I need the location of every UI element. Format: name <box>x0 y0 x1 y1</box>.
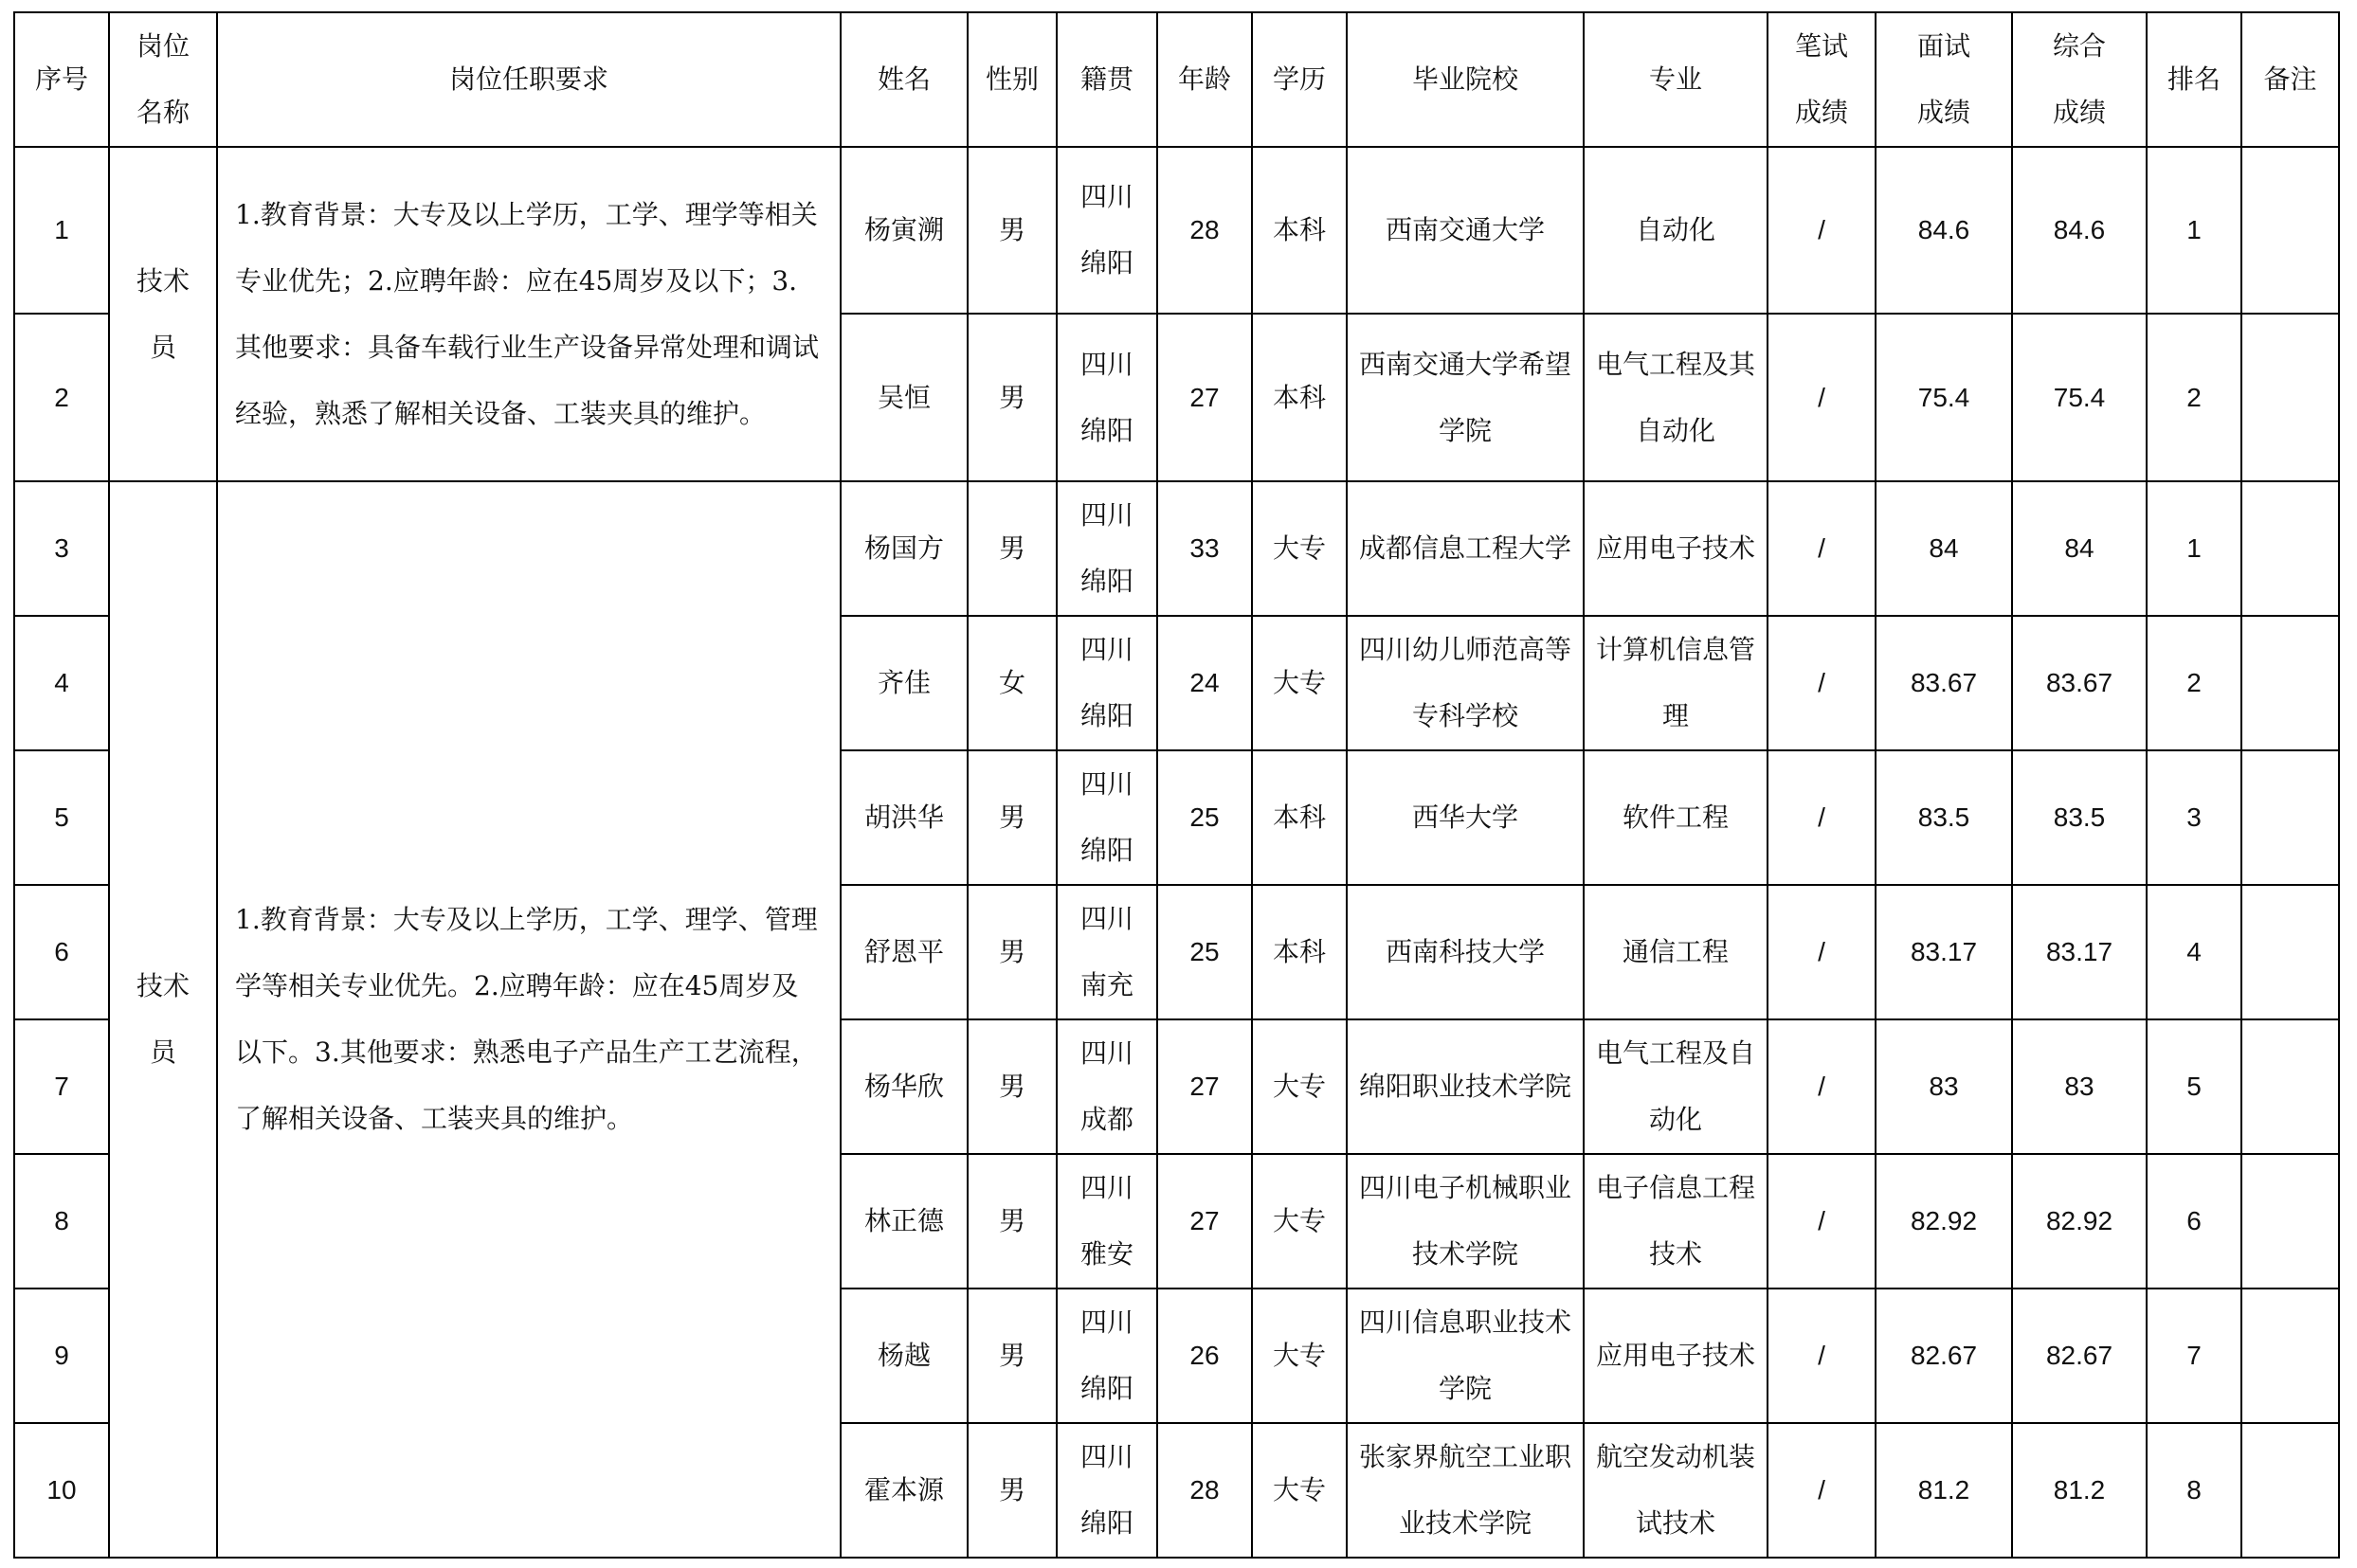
cell-note <box>2241 481 2339 616</box>
cell-education: 本科 <box>1252 885 1347 1019</box>
cell-education: 本科 <box>1252 314 1347 481</box>
native-place-text: 四川成都 <box>1080 1037 1134 1135</box>
cell-school <box>1347 314 1584 481</box>
school-text: 四川幼儿师范高等专科学校 <box>1358 634 1571 731</box>
cell-age: 28 <box>1157 1423 1252 1558</box>
cell-total-score: 83.17 <box>2012 885 2147 1019</box>
cell-gender: 男 <box>968 481 1057 616</box>
cell-rank: 4 <box>2147 885 2241 1019</box>
cell-rank: 5 <box>2147 1019 2241 1154</box>
header-native-place: 籍贯 <box>1057 12 1157 147</box>
cell-rank: 6 <box>2147 1154 2241 1289</box>
cell-interview-score: 82.92 <box>1876 1154 2012 1289</box>
cell-interview-score: 83.17 <box>1876 885 2012 1019</box>
native-place-text: 四川绵阳 <box>1080 348 1134 446</box>
cell-major <box>1584 885 1768 1019</box>
cell-rank: 2 <box>2147 616 2241 750</box>
major-text: 通信工程 <box>1622 936 1729 967</box>
major-text: 应用电子技术 <box>1595 1340 1755 1371</box>
cell-interview-score: 82.67 <box>1876 1289 2012 1423</box>
cell-major <box>1584 314 1768 481</box>
cell-name: 杨华欣 <box>841 1019 968 1154</box>
cell-written-score: / <box>1768 1019 1876 1154</box>
cell-rank: 7 <box>2147 1289 2241 1423</box>
native-place-text: 四川绵阳 <box>1080 1441 1134 1539</box>
cell-total-score: 84.6 <box>2012 147 2147 314</box>
cell-seq: 5 <box>14 750 109 885</box>
cell-total-score: 83.67 <box>2012 616 2147 750</box>
cell-total-score: 81.2 <box>2012 1423 2147 1558</box>
header-rank: 排名 <box>2147 12 2241 147</box>
cell-written-score: / <box>1768 314 1876 481</box>
major-text: 电子信息工程技术 <box>1595 1172 1755 1270</box>
recruitment-results-table <box>13 11 2340 1559</box>
major-text: 航空发动机装试技术 <box>1595 1441 1755 1539</box>
cell-school <box>1347 1289 1584 1423</box>
cell-total-score: 83.5 <box>2012 750 2147 885</box>
cell-rank: 3 <box>2147 750 2241 885</box>
native-place-text: 四川雅安 <box>1080 1172 1134 1270</box>
cell-education: 大专 <box>1252 1289 1347 1423</box>
cell-interview-score: 83.5 <box>1876 750 2012 885</box>
school-text: 四川电子机械职业技术学院 <box>1358 1172 1571 1270</box>
native-place-text: 四川绵阳 <box>1080 634 1134 731</box>
cell-major <box>1584 1289 1768 1423</box>
cell-major <box>1584 1019 1768 1154</box>
cell-interview-score: 83.67 <box>1876 616 2012 750</box>
cell-total-score: 83 <box>2012 1019 2147 1154</box>
cell-age: 25 <box>1157 885 1252 1019</box>
cell-school <box>1347 616 1584 750</box>
cell-rank: 1 <box>2147 481 2241 616</box>
cell-requirement-group-2: 1.教育背景：大专及以上学历，工学、理学、管理学等相关专业优先。2.应聘年龄：应在45周岁及以下。3.其他要求：熟悉电子产品生产工艺流程，了解相关设备、工装夹具的维护。 <box>217 481 841 1558</box>
cell-gender: 男 <box>968 314 1057 481</box>
cell-note <box>2241 1423 2339 1558</box>
cell-seq: 7 <box>14 1019 109 1154</box>
cell-major <box>1584 750 1768 885</box>
cell-age: 28 <box>1157 147 1252 314</box>
cell-gender: 男 <box>968 885 1057 1019</box>
cell-seq: 3 <box>14 481 109 616</box>
cell-note <box>2241 885 2339 1019</box>
cell-name: 齐佳 <box>841 616 968 750</box>
cell-education: 本科 <box>1252 750 1347 885</box>
cell-native-place <box>1057 1423 1157 1558</box>
school-text: 西南交通大学希望学院 <box>1358 348 1571 446</box>
cell-rank: 8 <box>2147 1423 2241 1558</box>
cell-interview-score: 81.2 <box>1876 1423 2012 1558</box>
cell-name: 霍本源 <box>841 1423 968 1558</box>
header-written-score <box>1768 12 1876 147</box>
cell-gender: 男 <box>968 1423 1057 1558</box>
native-place-text: 四川南充 <box>1080 903 1134 1000</box>
cell-name: 杨国方 <box>841 481 968 616</box>
school-text: 西南交通大学 <box>1385 214 1545 245</box>
cell-school <box>1347 1154 1584 1289</box>
cell-native-place <box>1057 147 1157 314</box>
cell-gender: 男 <box>968 1019 1057 1154</box>
header-post-text: 岗位名称 <box>136 30 190 128</box>
cell-education: 大专 <box>1252 1019 1347 1154</box>
cell-native-place <box>1057 481 1157 616</box>
cell-age: 25 <box>1157 750 1252 885</box>
cell-school <box>1347 885 1584 1019</box>
cell-name: 胡洪华 <box>841 750 968 885</box>
cell-seq: 8 <box>14 1154 109 1289</box>
cell-native-place <box>1057 616 1157 750</box>
cell-seq: 10 <box>14 1423 109 1558</box>
major-text: 计算机信息管理 <box>1595 634 1755 731</box>
header-school: 毕业院校 <box>1347 12 1584 147</box>
cell-written-score: / <box>1768 616 1876 750</box>
cell-gender: 男 <box>968 750 1057 885</box>
cell-name: 吴恒 <box>841 314 968 481</box>
cell-note <box>2241 147 2339 314</box>
cell-major <box>1584 147 1768 314</box>
cell-native-place <box>1057 314 1157 481</box>
major-text: 电气工程及自动化 <box>1595 1037 1755 1135</box>
cell-interview-score: 83 <box>1876 1019 2012 1154</box>
cell-education: 本科 <box>1252 147 1347 314</box>
results-sheet <box>13 11 2340 1559</box>
school-text: 四川信息职业技术学院 <box>1358 1307 1571 1404</box>
header-gender: 性别 <box>968 12 1057 147</box>
cell-written-score: / <box>1768 147 1876 314</box>
cell-interview-score: 75.4 <box>1876 314 2012 481</box>
major-text: 应用电子技术 <box>1595 532 1755 564</box>
cell-post-group-2 <box>109 481 217 1558</box>
header-name: 姓名 <box>841 12 968 147</box>
cell-education: 大专 <box>1252 1423 1347 1558</box>
cell-education: 大专 <box>1252 481 1347 616</box>
cell-seq: 6 <box>14 885 109 1019</box>
cell-seq: 2 <box>14 314 109 481</box>
cell-age: 24 <box>1157 616 1252 750</box>
cell-seq: 4 <box>14 616 109 750</box>
cell-age: 27 <box>1157 1154 1252 1289</box>
cell-school <box>1347 147 1584 314</box>
cell-total-score: 82.67 <box>2012 1289 2147 1423</box>
post-group-1-text: 技术员 <box>136 264 190 363</box>
table-body <box>14 147 2339 1558</box>
cell-gender: 男 <box>968 1154 1057 1289</box>
cell-written-score: / <box>1768 1423 1876 1558</box>
cell-requirement-group-1: 1.教育背景：大专及以上学历，工学、理学等相关专业优先；2.应聘年龄：应在45周岁及以下；3.其他要求：具备车载行业生产设备异常处理和调试经验，熟悉了解相关设备、工装夹具的维护。 <box>217 147 841 481</box>
cell-note <box>2241 1289 2339 1423</box>
post-group-2-text: 技术员 <box>136 970 190 1068</box>
cell-major <box>1584 1423 1768 1558</box>
major-text: 软件工程 <box>1622 802 1729 833</box>
cell-gender: 男 <box>968 147 1057 314</box>
cell-major <box>1584 616 1768 750</box>
cell-rank: 1 <box>2147 147 2241 314</box>
table-header <box>14 12 2339 147</box>
cell-age: 33 <box>1157 481 1252 616</box>
school-text: 张家界航空工业职业技术学院 <box>1358 1441 1571 1539</box>
header-education: 学历 <box>1252 12 1347 147</box>
school-text: 绵阳职业技术学院 <box>1358 1071 1571 1102</box>
cell-major <box>1584 1154 1768 1289</box>
cell-total-score: 84 <box>2012 481 2147 616</box>
cell-native-place <box>1057 1019 1157 1154</box>
major-text: 电气工程及其自动化 <box>1595 348 1755 446</box>
cell-total-score: 82.92 <box>2012 1154 2147 1289</box>
header-requirement: 岗位任职要求 <box>217 12 841 147</box>
cell-age: 27 <box>1157 1019 1252 1154</box>
cell-gender: 女 <box>968 616 1057 750</box>
cell-education: 大专 <box>1252 1154 1347 1289</box>
header-major: 专业 <box>1584 12 1768 147</box>
cell-seq: 9 <box>14 1289 109 1423</box>
cell-note <box>2241 1019 2339 1154</box>
cell-name: 林正德 <box>841 1154 968 1289</box>
header-interview-score <box>1876 12 2012 147</box>
cell-note <box>2241 314 2339 481</box>
cell-note <box>2241 750 2339 885</box>
cell-native-place <box>1057 750 1157 885</box>
cell-education: 大专 <box>1252 616 1347 750</box>
cell-interview-score: 84 <box>1876 481 2012 616</box>
cell-interview-score: 84.6 <box>1876 147 2012 314</box>
cell-note <box>2241 1154 2339 1289</box>
major-text: 自动化 <box>1635 214 1715 245</box>
native-place-text: 四川绵阳 <box>1080 768 1134 866</box>
table-row <box>14 147 2339 314</box>
native-place-text: 四川绵阳 <box>1080 181 1134 279</box>
header-written-text: 笔试成绩 <box>1795 30 1849 128</box>
cell-written-score: / <box>1768 885 1876 1019</box>
header-interview-text: 面试成绩 <box>1917 30 1971 128</box>
cell-name: 杨越 <box>841 1289 968 1423</box>
cell-native-place <box>1057 885 1157 1019</box>
cell-name: 舒恩平 <box>841 885 968 1019</box>
header-seq: 序号 <box>14 12 109 147</box>
cell-native-place <box>1057 1154 1157 1289</box>
header-age: 年龄 <box>1157 12 1252 147</box>
cell-school <box>1347 481 1584 616</box>
cell-gender: 男 <box>968 1289 1057 1423</box>
school-text: 西华大学 <box>1411 802 1518 833</box>
cell-age: 27 <box>1157 314 1252 481</box>
school-text: 成都信息工程大学 <box>1358 532 1571 564</box>
cell-written-score: / <box>1768 481 1876 616</box>
cell-note <box>2241 616 2339 750</box>
cell-name: 杨寅溯 <box>841 147 968 314</box>
cell-written-score: / <box>1768 1154 1876 1289</box>
cell-written-score: / <box>1768 750 1876 885</box>
school-text: 西南科技大学 <box>1385 936 1545 967</box>
cell-rank: 2 <box>2147 314 2241 481</box>
table-row <box>14 481 2339 616</box>
header-post <box>109 12 217 147</box>
cell-seq: 1 <box>14 147 109 314</box>
header-note: 备注 <box>2241 12 2339 147</box>
cell-total-score: 75.4 <box>2012 314 2147 481</box>
cell-post-group-1 <box>109 147 217 481</box>
cell-school <box>1347 1019 1584 1154</box>
cell-native-place <box>1057 1289 1157 1423</box>
native-place-text: 四川绵阳 <box>1080 1307 1134 1404</box>
cell-school <box>1347 1423 1584 1558</box>
cell-school <box>1347 750 1584 885</box>
header-total-score <box>2012 12 2147 147</box>
cell-major <box>1584 481 1768 616</box>
native-place-text: 四川绵阳 <box>1080 499 1134 597</box>
cell-age: 26 <box>1157 1289 1252 1423</box>
cell-written-score: / <box>1768 1289 1876 1423</box>
header-total-text: 综合成绩 <box>2053 30 2107 128</box>
